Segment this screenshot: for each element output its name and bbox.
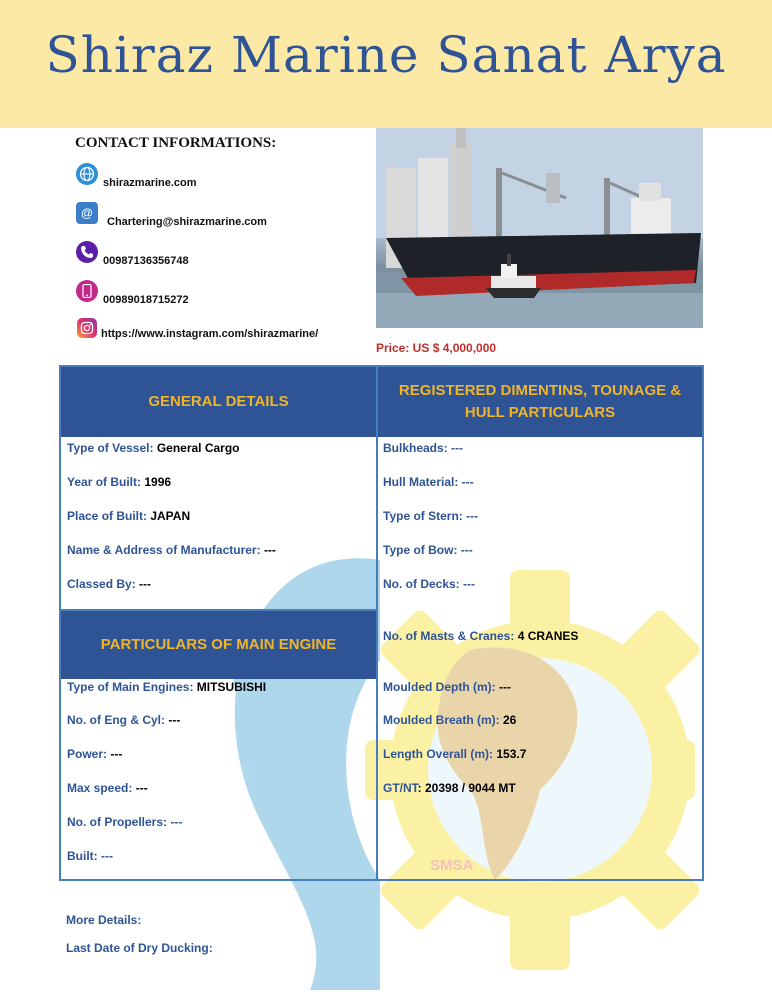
registered-row: Bulkheads: --- — [383, 441, 464, 455]
vessel-photo — [376, 128, 703, 328]
table-divider — [376, 365, 378, 881]
email-link[interactable]: Chartering@shirazmarine.com — [107, 216, 267, 228]
dry-dock-label: Last Date of Dry Ducking: — [66, 941, 213, 955]
email-icon: @ — [76, 202, 98, 224]
registered-row: Type of Bow: --- — [383, 543, 473, 557]
general-row: Type of Vessel: General Cargo — [67, 441, 240, 455]
registered-header — [378, 367, 702, 437]
general-details-heading: GENERAL DETAILS — [148, 393, 289, 410]
watermark-text: SMSA — [430, 857, 474, 874]
website-link[interactable]: shirazmarine.com — [103, 177, 197, 189]
registered-row: Moulded Depth (m): --- — [383, 680, 511, 694]
engine-row: Power: --- — [67, 747, 123, 761]
phone-icon — [76, 241, 98, 263]
registered-row: Length Overall (m): 153.7 — [383, 747, 527, 761]
registered-heading-line1: REGISTERED DIMENTINS, TOUNAGE & — [398, 382, 682, 399]
general-details-header — [61, 367, 376, 437]
registered-heading-line2: HULL PARTICULARS — [464, 404, 616, 421]
registered-row: Hull Material: --- — [383, 475, 474, 489]
instagram-link[interactable]: https://www.instagram.com/shirazmarine/ — [101, 328, 319, 340]
general-row: Classed By: --- — [67, 577, 152, 591]
contact-heading: CONTACT INFORMATIONS: — [75, 135, 277, 151]
engine-row: Type of Main Engines: MITSUBISHI — [67, 680, 267, 694]
instagram-icon — [77, 318, 97, 338]
registered-row: No. of Decks: --- — [383, 577, 476, 591]
general-row: Place of Built: JAPAN — [67, 509, 191, 523]
registered-row: GT/NT: 20398 / 9044 MT — [383, 781, 516, 795]
more-details-label: More Details: — [66, 913, 142, 927]
engine-heading: PARTICULARS OF MAIN ENGINE — [100, 636, 337, 653]
engine-header — [61, 609, 376, 679]
phone-number[interactable]: 00987136356748 — [103, 255, 189, 267]
mobile-icon — [76, 280, 98, 302]
engine-row: Built: --- — [67, 849, 113, 863]
engine-row: Max speed: --- — [67, 781, 148, 795]
registered-row: No. of Masts & Cranes: 4 CRANES — [383, 629, 579, 643]
header-banner — [0, 0, 772, 128]
general-row: Year of Built: 1996 — [67, 475, 172, 489]
company-title: Shiraz Marine Sanat Arya — [45, 26, 727, 84]
registered-row: Moulded Breath (m): 26 — [383, 713, 517, 727]
price-label: Price: US $ 4,000,000 — [376, 341, 497, 355]
general-row: Name & Address of Manufacturer: --- — [67, 543, 276, 557]
registered-row: Type of Stern: --- — [383, 509, 479, 523]
engine-row: No. of Propellers: --- — [67, 815, 183, 829]
engine-row: No. of Eng & Cyl: --- — [67, 713, 181, 727]
mobile-number[interactable]: 00989018715272 — [103, 294, 189, 306]
globe-icon — [76, 163, 98, 185]
